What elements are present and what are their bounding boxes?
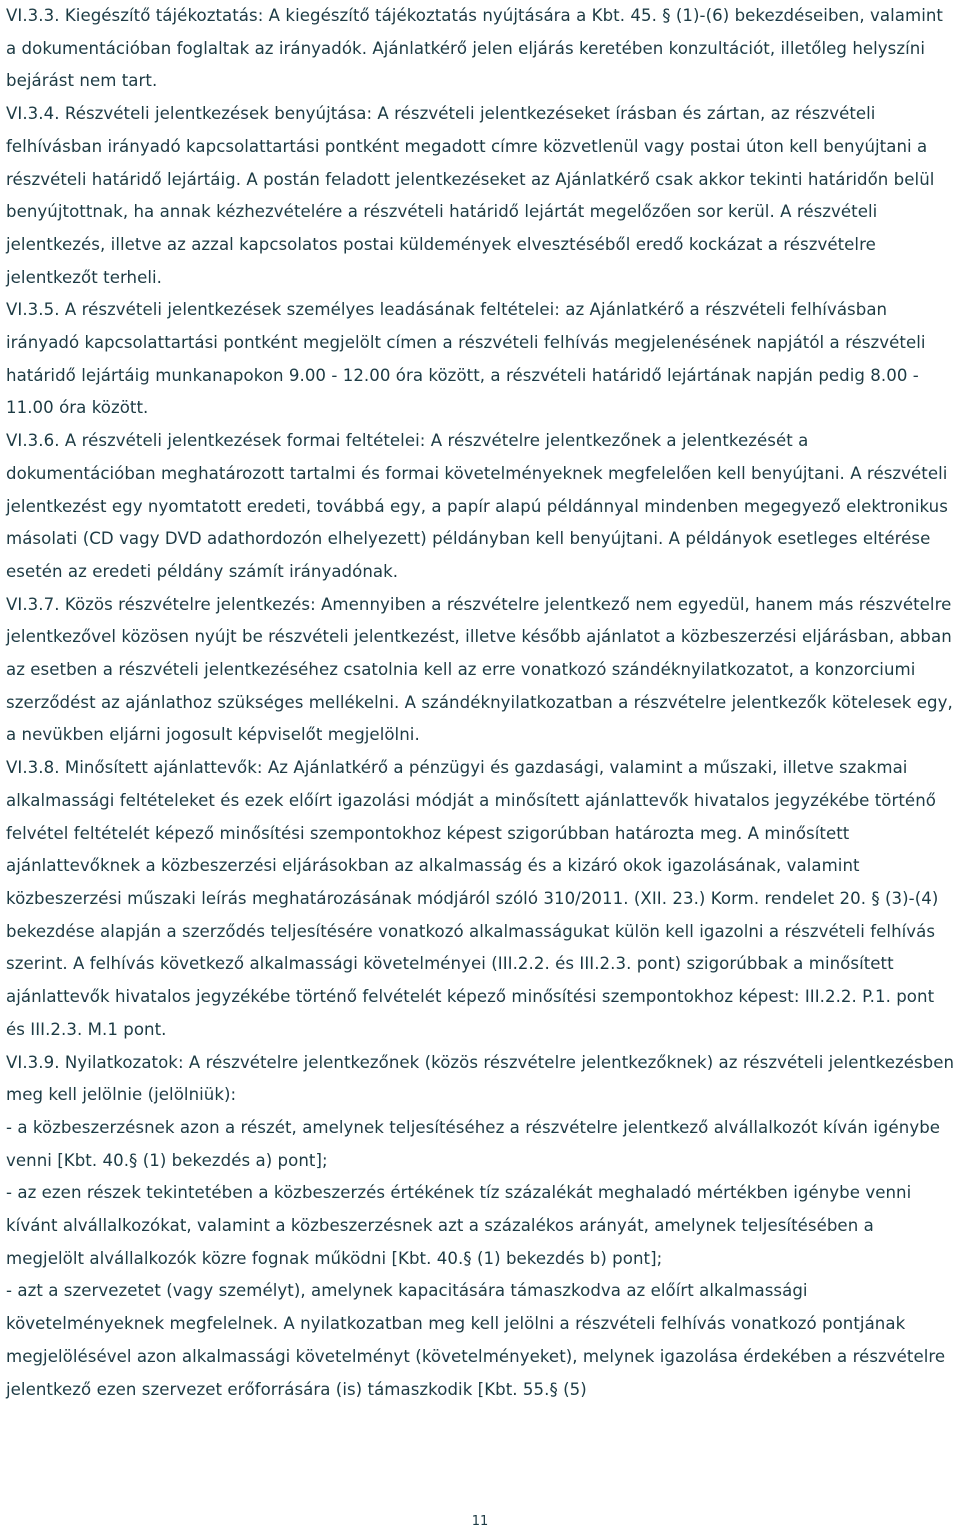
list-item-subcontractor-part: - a közbeszerzésnek azon a részét, amelynek teljesítéséhez a részvételre jelentkező alvállalkozót kíván igénybe venni [Kbt. 40.§ (1) bekezdés a) pont]; [6,1117,941,1170]
paragraph-vi-3-6: VI.3.6. A részvételi jelentkezések formai feltételei: A részvételre jelentkezőnek a jelentkezését a dokumentációban meghatározott tartalmi és formai követelményeknek megfelelően kell benyújtani. A részvételi jelentkezést egy nyomtatott eredeti, továbbá egy, a papír alapú példánnyal mindenben megegyező elektronikus másolati (CD vagy DVD adathordozón elhelyezett) példányban kell benyújtani. A példányok esetleges eltérése esetén az eredeti példány számít irányadónak. [6,431,948,581]
paragraph-vi-3-7: VI.3.7. Közös részvételre jelentkezés: Amennyiben a részvételre jelentkező nem egyedül, hanem más részvételre jelentkezővel közösen nyújt be részvételi jelentkezést, illetve később ajánlatot a közbeszerzési eljárásban, abban az esetben a részvételi jelentkezéséhez csatolnia kell az erre vonatkozó szándéknyilatkozatot, a konzorciumi szerződést az ajánlathoz szükséges mellékelni. A szándéknyilatkozatban a részvételre jelentkezők kötelesek egy, a nevükben eljárni jogosult képviselőt megjelölni. [6,594,953,745]
paragraph-vi-3-5: VI.3.5. A részvételi jelentkezések személyes leadásának feltételei: az Ajánlatkérő a részvételi felhívásban irányadó kapcsolattartási pontként megjelölt címen a részvételi felhívás megjelenésének napjától a részvételi határidő lejártáig munkanapokon 9.00 - 12.00 óra között, a részvételi határidő lejártának napján pedig 8.00 - 11.00 óra között. [6,300,926,418]
page-number: 11 [471,1514,489,1529]
paragraph-vi-3-3: VI.3.3. Kiegészítő tájékoztatás: A kiegészítő tájékoztatás nyújtására a Kbt. 45. § (1)-(6) bekezdéseiben, valamint a dokumentációban foglaltak az irányadók. Ajánlatkérő jelen eljárás keretében konzultációt, illetőleg helyszíni bejárást nem tart. [6,6,943,91]
list-item-subcontractors-over-ten-percent: - az ezen részek tekintetében a közbeszerzés értékének tíz százalékát meghaladó mértékben igénybe venni kívánt alvállalkozókat, valamint a közbeszerzésnek azt a százalékos arányát, amelynek teljesítésében a megjelölt alvállalkozók közre fognak működni [Kbt. 40.§ (1) bekezdés b) pont]; [6,1183,912,1268]
list-item-capacity-organization: - azt a szervezetet (vagy személyt), amelynek kapacitására támaszkodva az előírt alkalmassági követelményeknek megfelelnek. A nyilatkozatban meg kell jelölni a részvételi felhívás vonatkozó pontjának megjelölésével azon alkalmassági követelményt (követelményeket), melynek igazolása érdekében a részvételre jelentkező ezen szervezet erőforrására (is) támaszkodik [Kbt. 55.§ (5) [6,1281,946,1399]
paragraph-vi-3-4: VI.3.4. Részvételi jelentkezések benyújtása: A részvételi jelentkezéseket írásban és zártan, az részvételi felhívásban irányadó kapcsolattartási pontként megadott címre közvetlenül vagy postai úton kell benyújtani a részvételi határidő lejártáig. A postán feladott jelentkezéseket az Ajánlatkérő csak akkor tekinti határidőn belül benyújtottnak, ha annak kézhezvételére a részvételi határidő lejártát megelőzően sor kerül. A részvételi jelentkezés, illetve az azzal kapcsolatos postai küldemények elvesztéséből eredő kockázat a részvételre jelentkezőt terheli. [6,104,935,287]
paragraph-vi-3-9: VI.3.9. Nyilatkozatok: A részvételre jelentkezőnek (közös részvételre jelentkezőknek) az részvételi jelentkezésben meg kell jelölnie (jelölniük): [6,1052,955,1105]
paragraph-vi-3-8: VI.3.8. Minősített ajánlattevők: Az Ajánlatkérő a pénzügyi és gazdasági, valamint a műszaki, illetve szakmai alkalmassági feltételeket és ezek előírt igazolási módját a minősített ajánlattevők hivatalos jegyzékébe történő felvétel feltételét képező minősítési szempontokhoz képest szigorúbban határozta meg. A minősített ajánlattevőknek a közbeszerzési eljárásokban az alkalmasság és a kizáró okok igazolásának, valamint közbeszerzési műszaki leírás meghatározásának módjáról szóló 310/2011. (XII. 23.) Korm. rendelet 20. § (3)-(4) bekezdése alapján a szerződés teljesítésére vonatkozó alkalmasságukat külön kell igazolni a részvételi felhívás szerint. A felhívás következő alkalmassági követelményei (III.2.2. és III.2.3. pont) szigorúbbak a minősített ajánlattevők hivatalos jegyzékébe történő felvételét képező minősítési szempontokhoz képest: III.2.2. P.1. pont és III.2.3. M.1 pont. [6,758,939,1039]
document-body [6,0,956,1406]
